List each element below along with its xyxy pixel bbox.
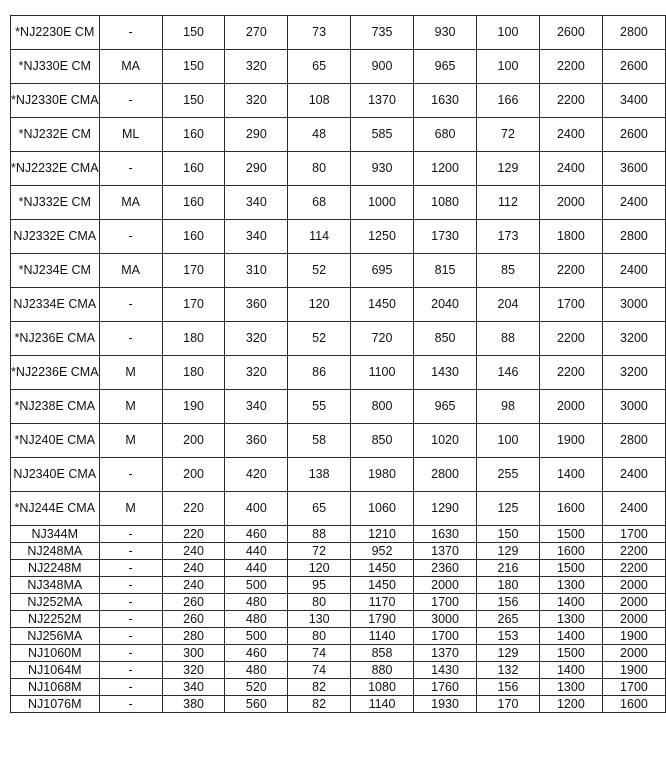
col6-cell: 1450 xyxy=(351,577,414,594)
col7-cell: 3000 xyxy=(414,611,477,628)
col3-cell: 150 xyxy=(162,50,225,84)
col4-cell: 290 xyxy=(225,118,288,152)
col8-cell: 216 xyxy=(477,560,540,577)
col3-cell: 190 xyxy=(162,390,225,424)
model-cell: NJ344M xyxy=(11,526,100,543)
col5-cell: 138 xyxy=(288,458,351,492)
col3-cell: 240 xyxy=(162,560,225,577)
col6-cell: 1450 xyxy=(351,288,414,322)
col8-cell: 180 xyxy=(477,577,540,594)
table-row xyxy=(11,322,666,356)
col8-cell: 173 xyxy=(477,220,540,254)
col7-cell: 1930 xyxy=(414,696,477,713)
col8-cell: 125 xyxy=(477,492,540,526)
table-row xyxy=(11,526,666,543)
col10-cell: 2000 xyxy=(602,645,665,662)
table-row xyxy=(11,424,666,458)
col5-cell: 82 xyxy=(288,696,351,713)
col9-cell: 2200 xyxy=(539,84,602,118)
col7-cell: 1700 xyxy=(414,628,477,645)
col8-cell: 100 xyxy=(477,16,540,50)
suffix-cell: - xyxy=(99,679,162,696)
suffix-cell: ML xyxy=(99,118,162,152)
col5-cell: 80 xyxy=(288,594,351,611)
col3-cell: 340 xyxy=(162,679,225,696)
col5-cell: 58 xyxy=(288,424,351,458)
col7-cell: 1730 xyxy=(414,220,477,254)
model-cell: NJ2340E CMA xyxy=(11,458,100,492)
col9-cell: 1400 xyxy=(539,594,602,611)
col6-cell: 585 xyxy=(351,118,414,152)
col10-cell: 3400 xyxy=(602,84,665,118)
table-row xyxy=(11,543,666,560)
table-row xyxy=(11,50,666,84)
col7-cell: 1760 xyxy=(414,679,477,696)
col3-cell: 170 xyxy=(162,288,225,322)
col3-cell: 280 xyxy=(162,628,225,645)
col9-cell: 1300 xyxy=(539,577,602,594)
table-row xyxy=(11,492,666,526)
col7-cell: 1430 xyxy=(414,356,477,390)
col3-cell: 160 xyxy=(162,152,225,186)
col5-cell: 114 xyxy=(288,220,351,254)
model-cell: NJ248MA xyxy=(11,543,100,560)
col4-cell: 270 xyxy=(225,16,288,50)
suffix-cell: - xyxy=(99,594,162,611)
col7-cell: 1430 xyxy=(414,662,477,679)
col5-cell: 130 xyxy=(288,611,351,628)
col10-cell: 2800 xyxy=(602,220,665,254)
col9-cell: 2600 xyxy=(539,16,602,50)
col3-cell: 150 xyxy=(162,84,225,118)
model-cell: *NJ2236E CMA xyxy=(11,356,100,390)
col7-cell: 1700 xyxy=(414,594,477,611)
model-cell: *NJ240E CMA xyxy=(11,424,100,458)
col9-cell: 1400 xyxy=(539,458,602,492)
col7-cell: 2040 xyxy=(414,288,477,322)
col6-cell: 930 xyxy=(351,152,414,186)
document-page xyxy=(10,15,666,713)
col3-cell: 200 xyxy=(162,424,225,458)
suffix-cell: M xyxy=(99,390,162,424)
table-row xyxy=(11,186,666,220)
col5-cell: 74 xyxy=(288,662,351,679)
col4-cell: 400 xyxy=(225,492,288,526)
bearing-spec-table xyxy=(10,15,666,713)
suffix-cell: - xyxy=(99,322,162,356)
col10-cell: 2200 xyxy=(602,543,665,560)
col3-cell: 300 xyxy=(162,645,225,662)
col7-cell: 965 xyxy=(414,390,477,424)
col4-cell: 480 xyxy=(225,662,288,679)
col4-cell: 500 xyxy=(225,577,288,594)
col8-cell: 132 xyxy=(477,662,540,679)
suffix-cell: - xyxy=(99,152,162,186)
col8-cell: 153 xyxy=(477,628,540,645)
col9-cell: 1200 xyxy=(539,696,602,713)
col9-cell: 1300 xyxy=(539,611,602,628)
table-row xyxy=(11,662,666,679)
col4-cell: 440 xyxy=(225,560,288,577)
model-cell: NJ1076M xyxy=(11,696,100,713)
col4-cell: 560 xyxy=(225,696,288,713)
col3-cell: 160 xyxy=(162,118,225,152)
col4-cell: 320 xyxy=(225,50,288,84)
col4-cell: 320 xyxy=(225,356,288,390)
col4-cell: 340 xyxy=(225,186,288,220)
col10-cell: 1900 xyxy=(602,662,665,679)
model-cell: NJ1060M xyxy=(11,645,100,662)
col6-cell: 1060 xyxy=(351,492,414,526)
col9-cell: 2000 xyxy=(539,186,602,220)
col7-cell: 1370 xyxy=(414,645,477,662)
model-cell: *NJ2330E CMA xyxy=(11,84,100,118)
col6-cell: 1140 xyxy=(351,628,414,645)
col10-cell: 2400 xyxy=(602,186,665,220)
suffix-cell: M xyxy=(99,424,162,458)
col10-cell: 3200 xyxy=(602,356,665,390)
model-cell: *NJ2230E CM xyxy=(11,16,100,50)
col3-cell: 240 xyxy=(162,577,225,594)
col4-cell: 420 xyxy=(225,458,288,492)
col3-cell: 260 xyxy=(162,594,225,611)
col8-cell: 85 xyxy=(477,254,540,288)
col5-cell: 73 xyxy=(288,16,351,50)
col7-cell: 2800 xyxy=(414,458,477,492)
col8-cell: 255 xyxy=(477,458,540,492)
col5-cell: 52 xyxy=(288,322,351,356)
col5-cell: 95 xyxy=(288,577,351,594)
col5-cell: 120 xyxy=(288,560,351,577)
model-cell: *NJ2232E CMA xyxy=(11,152,100,186)
col9-cell: 2400 xyxy=(539,118,602,152)
suffix-cell: - xyxy=(99,560,162,577)
col7-cell: 815 xyxy=(414,254,477,288)
col3-cell: 260 xyxy=(162,611,225,628)
model-cell: NJ256MA xyxy=(11,628,100,645)
col6-cell: 735 xyxy=(351,16,414,50)
col4-cell: 320 xyxy=(225,322,288,356)
table-row xyxy=(11,288,666,322)
col8-cell: 156 xyxy=(477,594,540,611)
col10-cell: 2000 xyxy=(602,611,665,628)
col7-cell: 930 xyxy=(414,16,477,50)
col3-cell: 150 xyxy=(162,16,225,50)
col8-cell: 100 xyxy=(477,50,540,84)
col6-cell: 1000 xyxy=(351,186,414,220)
col9-cell: 2200 xyxy=(539,50,602,84)
model-cell: *NJ244E CMA xyxy=(11,492,100,526)
col5-cell: 88 xyxy=(288,526,351,543)
col3-cell: 380 xyxy=(162,696,225,713)
col3-cell: 180 xyxy=(162,322,225,356)
col4-cell: 320 xyxy=(225,84,288,118)
col7-cell: 680 xyxy=(414,118,477,152)
col4-cell: 500 xyxy=(225,628,288,645)
col9-cell: 2400 xyxy=(539,152,602,186)
col7-cell: 2360 xyxy=(414,560,477,577)
col5-cell: 82 xyxy=(288,679,351,696)
col7-cell: 1370 xyxy=(414,543,477,560)
col7-cell: 965 xyxy=(414,50,477,84)
col4-cell: 340 xyxy=(225,220,288,254)
col3-cell: 220 xyxy=(162,526,225,543)
suffix-cell: - xyxy=(99,577,162,594)
col5-cell: 48 xyxy=(288,118,351,152)
col9-cell: 1400 xyxy=(539,662,602,679)
col10-cell: 1900 xyxy=(602,628,665,645)
col6-cell: 1080 xyxy=(351,679,414,696)
col10-cell: 2400 xyxy=(602,492,665,526)
col9-cell: 2000 xyxy=(539,390,602,424)
col8-cell: 100 xyxy=(477,424,540,458)
col3-cell: 200 xyxy=(162,458,225,492)
col6-cell: 880 xyxy=(351,662,414,679)
col4-cell: 360 xyxy=(225,424,288,458)
col3-cell: 170 xyxy=(162,254,225,288)
col4-cell: 290 xyxy=(225,152,288,186)
table-row xyxy=(11,152,666,186)
col9-cell: 1300 xyxy=(539,679,602,696)
suffix-cell: - xyxy=(99,288,162,322)
table-body xyxy=(11,16,666,713)
col6-cell: 695 xyxy=(351,254,414,288)
col3-cell: 240 xyxy=(162,543,225,560)
col4-cell: 480 xyxy=(225,594,288,611)
model-cell: *NJ332E CM xyxy=(11,186,100,220)
col5-cell: 74 xyxy=(288,645,351,662)
col4-cell: 460 xyxy=(225,645,288,662)
col7-cell: 850 xyxy=(414,322,477,356)
col6-cell: 850 xyxy=(351,424,414,458)
table-row xyxy=(11,254,666,288)
col10-cell: 2800 xyxy=(602,16,665,50)
col4-cell: 440 xyxy=(225,543,288,560)
table-row xyxy=(11,611,666,628)
suffix-cell: - xyxy=(99,645,162,662)
suffix-cell: - xyxy=(99,696,162,713)
col8-cell: 150 xyxy=(477,526,540,543)
table-row xyxy=(11,220,666,254)
col10-cell: 2200 xyxy=(602,560,665,577)
col8-cell: 170 xyxy=(477,696,540,713)
col3-cell: 220 xyxy=(162,492,225,526)
col8-cell: 72 xyxy=(477,118,540,152)
col3-cell: 180 xyxy=(162,356,225,390)
col9-cell: 1800 xyxy=(539,220,602,254)
col5-cell: 52 xyxy=(288,254,351,288)
col3-cell: 160 xyxy=(162,186,225,220)
suffix-cell: MA xyxy=(99,50,162,84)
col4-cell: 340 xyxy=(225,390,288,424)
col10-cell: 1700 xyxy=(602,679,665,696)
col8-cell: 156 xyxy=(477,679,540,696)
model-cell: NJ2248M xyxy=(11,560,100,577)
col4-cell: 460 xyxy=(225,526,288,543)
model-cell: *NJ232E CM xyxy=(11,118,100,152)
model-cell: NJ1068M xyxy=(11,679,100,696)
col9-cell: 2200 xyxy=(539,356,602,390)
col4-cell: 360 xyxy=(225,288,288,322)
col9-cell: 1500 xyxy=(539,526,602,543)
col6-cell: 1100 xyxy=(351,356,414,390)
model-cell: *NJ234E CM xyxy=(11,254,100,288)
col8-cell: 204 xyxy=(477,288,540,322)
model-cell: NJ1064M xyxy=(11,662,100,679)
model-cell: NJ2332E CMA xyxy=(11,220,100,254)
col8-cell: 146 xyxy=(477,356,540,390)
col9-cell: 1600 xyxy=(539,492,602,526)
col10-cell: 2400 xyxy=(602,254,665,288)
col5-cell: 80 xyxy=(288,152,351,186)
model-cell: *NJ330E CM xyxy=(11,50,100,84)
col8-cell: 88 xyxy=(477,322,540,356)
model-cell: NJ348MA xyxy=(11,577,100,594)
model-cell: NJ252MA xyxy=(11,594,100,611)
col6-cell: 1210 xyxy=(351,526,414,543)
col8-cell: 129 xyxy=(477,152,540,186)
table-row xyxy=(11,560,666,577)
col10-cell: 1700 xyxy=(602,526,665,543)
col9-cell: 1400 xyxy=(539,628,602,645)
col9-cell: 1900 xyxy=(539,424,602,458)
table-row xyxy=(11,577,666,594)
col7-cell: 1080 xyxy=(414,186,477,220)
col5-cell: 72 xyxy=(288,543,351,560)
col4-cell: 520 xyxy=(225,679,288,696)
col10-cell: 2000 xyxy=(602,594,665,611)
col5-cell: 80 xyxy=(288,628,351,645)
col6-cell: 1450 xyxy=(351,560,414,577)
model-cell: *NJ236E CMA xyxy=(11,322,100,356)
col6-cell: 1140 xyxy=(351,696,414,713)
table-row xyxy=(11,390,666,424)
col3-cell: 320 xyxy=(162,662,225,679)
suffix-cell: MA xyxy=(99,186,162,220)
col10-cell: 2600 xyxy=(602,118,665,152)
col10-cell: 3600 xyxy=(602,152,665,186)
col9-cell: 1500 xyxy=(539,645,602,662)
col10-cell: 3000 xyxy=(602,390,665,424)
col3-cell: 160 xyxy=(162,220,225,254)
col6-cell: 1980 xyxy=(351,458,414,492)
suffix-cell: - xyxy=(99,458,162,492)
col6-cell: 858 xyxy=(351,645,414,662)
col10-cell: 2000 xyxy=(602,577,665,594)
suffix-cell: - xyxy=(99,611,162,628)
col7-cell: 2000 xyxy=(414,577,477,594)
col10-cell: 1600 xyxy=(602,696,665,713)
col6-cell: 1370 xyxy=(351,84,414,118)
suffix-cell: - xyxy=(99,662,162,679)
col7-cell: 1630 xyxy=(414,526,477,543)
col7-cell: 1290 xyxy=(414,492,477,526)
table-row xyxy=(11,16,666,50)
col9-cell: 1500 xyxy=(539,560,602,577)
suffix-cell: - xyxy=(99,220,162,254)
suffix-cell: - xyxy=(99,526,162,543)
col8-cell: 129 xyxy=(477,543,540,560)
table-row xyxy=(11,679,666,696)
col4-cell: 310 xyxy=(225,254,288,288)
col5-cell: 68 xyxy=(288,186,351,220)
table-row xyxy=(11,645,666,662)
col10-cell: 2600 xyxy=(602,50,665,84)
table-row xyxy=(11,356,666,390)
suffix-cell: - xyxy=(99,628,162,645)
col8-cell: 112 xyxy=(477,186,540,220)
col5-cell: 55 xyxy=(288,390,351,424)
table-row xyxy=(11,628,666,645)
col6-cell: 1170 xyxy=(351,594,414,611)
col5-cell: 108 xyxy=(288,84,351,118)
col9-cell: 2200 xyxy=(539,322,602,356)
col6-cell: 900 xyxy=(351,50,414,84)
suffix-cell: - xyxy=(99,543,162,560)
table-row xyxy=(11,118,666,152)
suffix-cell: - xyxy=(99,84,162,118)
model-cell: NJ2252M xyxy=(11,611,100,628)
table-row xyxy=(11,594,666,611)
model-cell: *NJ238E CMA xyxy=(11,390,100,424)
col5-cell: 65 xyxy=(288,50,351,84)
col8-cell: 98 xyxy=(477,390,540,424)
col7-cell: 1630 xyxy=(414,84,477,118)
col10-cell: 2400 xyxy=(602,458,665,492)
col9-cell: 2200 xyxy=(539,254,602,288)
table-row xyxy=(11,696,666,713)
col7-cell: 1200 xyxy=(414,152,477,186)
col8-cell: 129 xyxy=(477,645,540,662)
col5-cell: 86 xyxy=(288,356,351,390)
suffix-cell: MA xyxy=(99,254,162,288)
model-cell: NJ2334E CMA xyxy=(11,288,100,322)
table-row xyxy=(11,84,666,118)
col6-cell: 952 xyxy=(351,543,414,560)
col6-cell: 800 xyxy=(351,390,414,424)
col4-cell: 480 xyxy=(225,611,288,628)
col8-cell: 166 xyxy=(477,84,540,118)
col6-cell: 1790 xyxy=(351,611,414,628)
col5-cell: 65 xyxy=(288,492,351,526)
suffix-cell: M xyxy=(99,492,162,526)
table-row xyxy=(11,458,666,492)
suffix-cell: M xyxy=(99,356,162,390)
col10-cell: 2800 xyxy=(602,424,665,458)
col9-cell: 1600 xyxy=(539,543,602,560)
col10-cell: 3200 xyxy=(602,322,665,356)
col5-cell: 120 xyxy=(288,288,351,322)
col6-cell: 1250 xyxy=(351,220,414,254)
col7-cell: 1020 xyxy=(414,424,477,458)
col6-cell: 720 xyxy=(351,322,414,356)
col10-cell: 3000 xyxy=(602,288,665,322)
col8-cell: 265 xyxy=(477,611,540,628)
col9-cell: 1700 xyxy=(539,288,602,322)
suffix-cell: - xyxy=(99,16,162,50)
